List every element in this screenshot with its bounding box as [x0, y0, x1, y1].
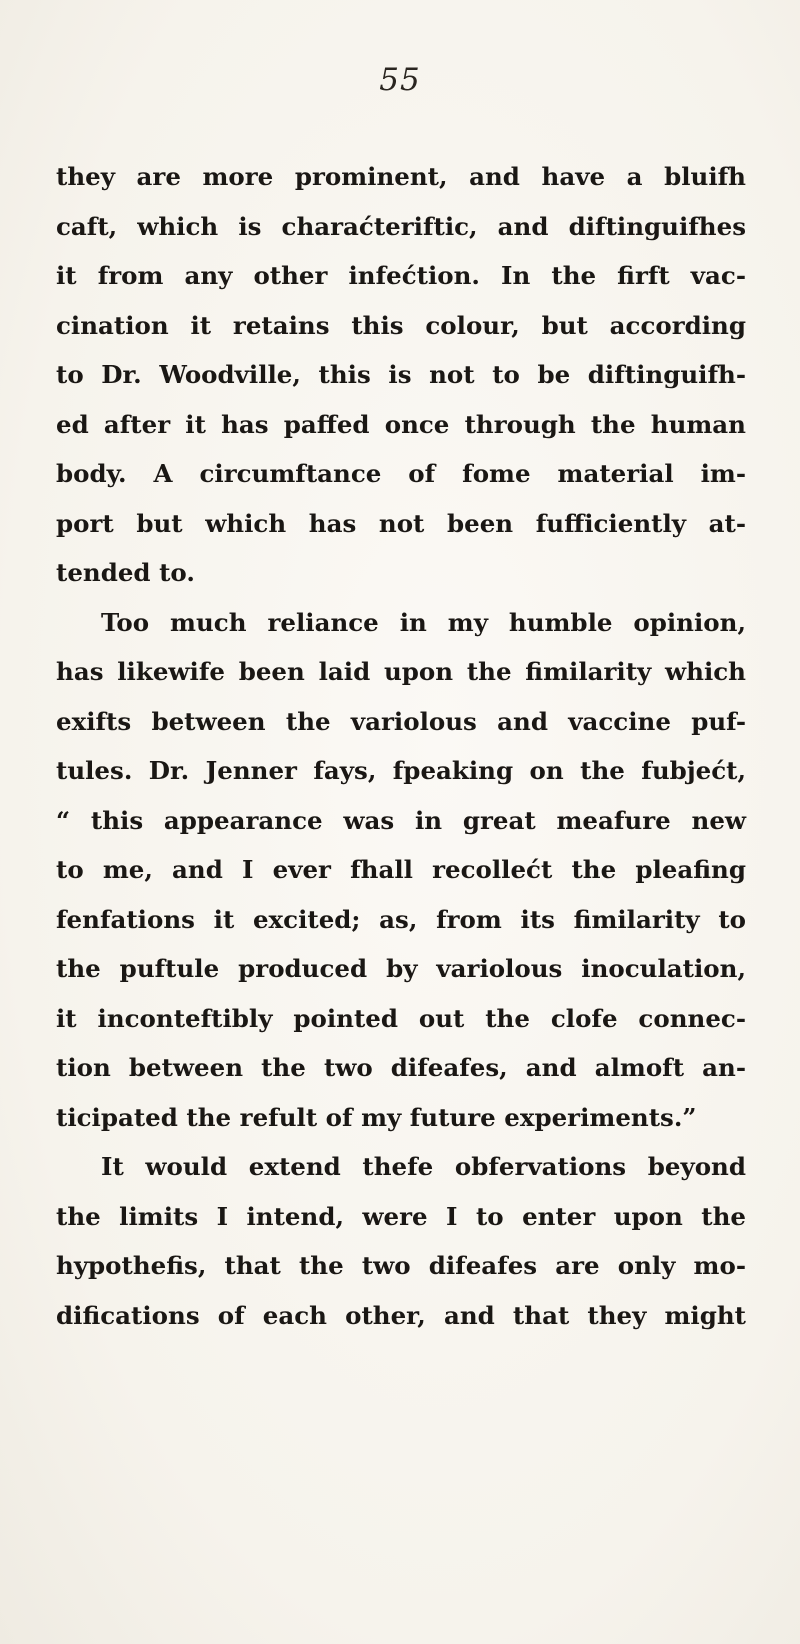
text-line: to Dr. Woodville, this is not to be diftinguifh- — [56, 360, 746, 389]
text-line: tended to. — [56, 558, 195, 587]
text-line: it from any other infećtion. In the firft vac- — [56, 261, 746, 290]
body-text — [56, 152, 746, 1340]
paragraph-start-line: It would extend thefe obfervations beyond — [101, 1152, 746, 1181]
page-number: 55 — [379, 62, 421, 98]
quote-line: to me, and I ever fhall recollećt the pleafing — [56, 855, 746, 884]
text-line: ed after it has paffed once through the human — [56, 409, 746, 439]
text-line: has likewife been laid upon the fimilarity which — [56, 657, 746, 686]
text-line: port but which has not been fufficiently at- — [56, 508, 746, 538]
quote-line: ticipated the refult of my future experiments.” — [56, 1102, 697, 1132]
quote-line: tion between the two difeafes, and almoft an- — [56, 1053, 746, 1082]
quote-line: it inconteftibly pointed out the clofe connec- — [56, 1003, 746, 1033]
text-line: exifts between the variolous and vaccine puf- — [56, 706, 746, 736]
text-line: they are more prominent, and have a bluifh — [56, 162, 746, 191]
text-line: tules. Dr. Jenner fays, fpeaking on the fubjećt, — [56, 756, 746, 785]
paragraph-start-line: Too much reliance in my humble opinion, — [101, 607, 746, 637]
quote-line: the puftule produced by variolous inoculation, — [56, 954, 746, 983]
quote-line: “ this appearance was in great meafure new — [56, 805, 746, 835]
text-line: the limits I intend, were I to enter upon the — [56, 1201, 746, 1231]
text-line: cination it retains this colour, but according — [56, 310, 746, 340]
text-line: body. A circumftance of fome material im- — [56, 459, 746, 488]
quote-line: fenfations it excited; as, from its fimilarity to — [56, 904, 746, 934]
text-line: caft, which is charaćteriftic, and diftinguifhes — [56, 211, 746, 241]
text-line: hypothefis, that the two difeafes are only mo- — [56, 1251, 746, 1280]
text-line: difications of each other, and that they might — [56, 1300, 746, 1330]
